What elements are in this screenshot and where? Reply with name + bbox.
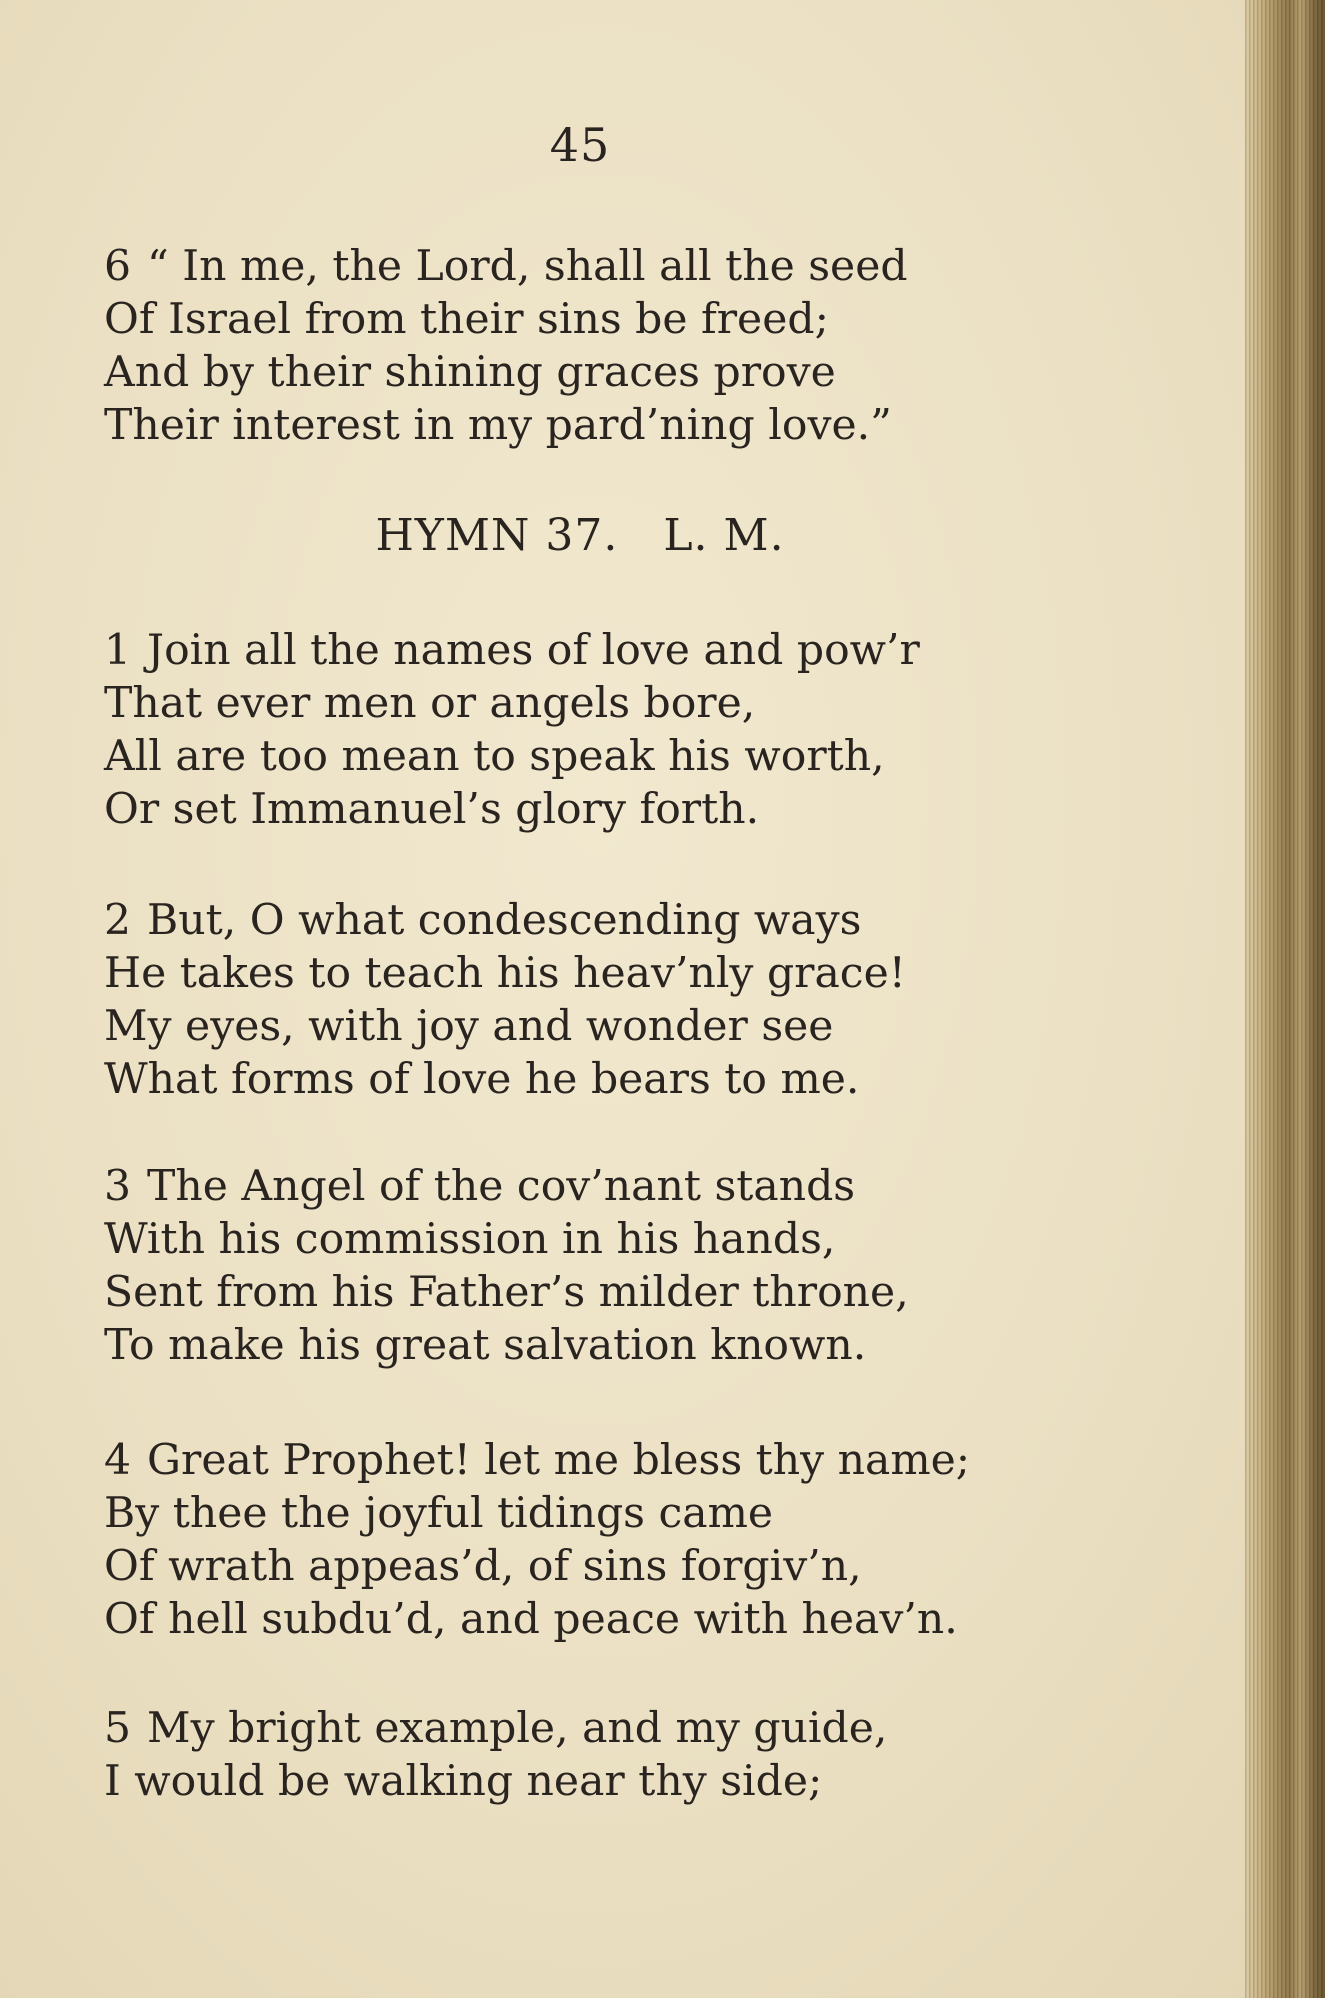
verse-number: 1 — [104, 626, 132, 675]
verse-line: All are too mean to speak his worth, — [104, 732, 885, 781]
verse-3 — [104, 1160, 1104, 1372]
verse-line: 5 My bright example, and my guide, — [104, 1704, 888, 1753]
verse-5 — [104, 1702, 1104, 1808]
book-page-edge — [1245, 0, 1325, 1998]
verse-line: I would be walking near thy side; — [104, 1757, 823, 1806]
verse-2 — [104, 894, 1104, 1106]
verse-number: 6 — [104, 242, 132, 291]
verse-line: 1 Join all the names of love and pow’r — [104, 626, 920, 675]
verse-line: That ever men or angels bore, — [104, 679, 756, 728]
verse-line: Or set Immanuel’s glory forth. — [104, 785, 760, 834]
verse-number: 5 — [104, 1704, 132, 1753]
verse-line: 3 The Angel of the cov’nant stands — [104, 1162, 856, 1211]
verse-line: 2 But, O what condescending ways — [104, 896, 862, 945]
verse-number: 4 — [104, 1436, 132, 1485]
verse-line: 4 Great Prophet! let me bless thy name; — [104, 1436, 971, 1485]
hymn-heading: HYMN 37. L. M. — [375, 510, 785, 561]
verse-line: By thee the joyful tidings came — [104, 1489, 774, 1538]
verse-line: 6 “ In me, the Lord, shall all the seed — [104, 242, 908, 291]
verse-line: With his commission in his hands, — [104, 1215, 836, 1264]
verse-line: Sent from his Father’s milder throne, — [104, 1268, 909, 1317]
verse-number: 3 — [104, 1162, 132, 1211]
page-number: 45 — [549, 118, 611, 172]
verse-number: 2 — [104, 896, 132, 945]
verse-line: Of hell subdu’d, and peace with heav’n. — [104, 1595, 958, 1644]
verse-line: Their interest in my pard’ning love.” — [104, 401, 892, 450]
verse-line: What forms of love he bears to me. — [104, 1055, 860, 1104]
verse-4 — [104, 1434, 1104, 1646]
verse-line: And by their shining graces prove — [104, 348, 836, 397]
verse-line: To make his great salvation known. — [104, 1321, 867, 1370]
verse-line: Of Israel from their sins be freed; — [104, 295, 829, 344]
verse-line: He takes to teach his heav’nly grace! — [104, 949, 906, 998]
verse-6 — [104, 240, 1104, 452]
verse-line: My eyes, with joy and wonder see — [104, 1002, 834, 1051]
verse-1 — [104, 624, 1104, 836]
verse-line: Of wrath appeas’d, of sins forgiv’n, — [104, 1542, 862, 1591]
